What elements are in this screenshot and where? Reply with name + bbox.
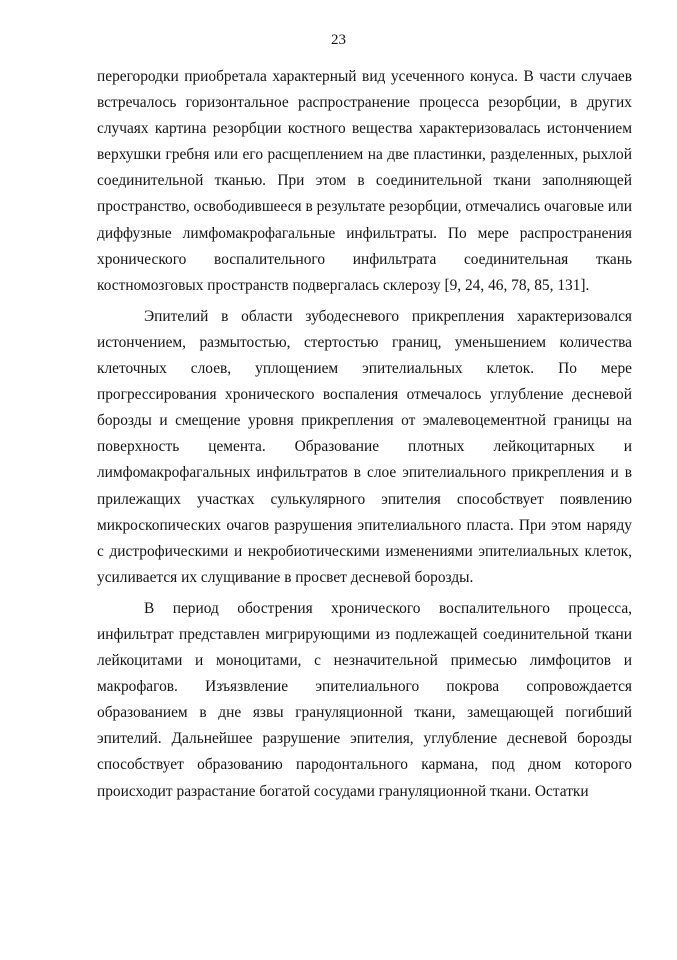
document-body (97, 64, 632, 805)
page-number: 23 (331, 32, 346, 48)
paragraph-3: В период обострения хронического воспалительного процесса, инфильтрат представлен мигрирующими из подлежащей соединительной ткани лейкоцитами и моноцитами, с незначительной примесью лимфоцитов и макрофагов. Изъязвление эпителиального покрова сопровождается образованием в дне язвы грануляционной ткани, замещающей погибший эпителий. Дальнейшее разрушение эпителия, углубление десневой борозды способствует образованию пародонтального кармана, под дном которого происходит разрастание богатой сосудами грануляционной ткани. Остатки (97, 599, 632, 800)
paragraph-2: Эпителий в области зубодесневого прикрепления характеризовался истончением, размытостью, стертостью границ, уменьшением количества клеточных слоев, уплощением эпителиальных клеток. По мере прогрессирования хронического воспаления отмечалось углубление десневой борозды и смещение уровня прикрепления от эмалевоцементной границы на поверхность цемента. Образование плотных лейкоцитарных и лимфомакрофагальных инфильтратов в слое эпителиального прикрепления и в прилежащих участках сулькулярного эпителия способствует появлению микроскопических очагов разрушения эпителиального пласта. При этом наряду с дистрофическими и некробиотическими изменениями эпителиальных клеток, усиливается их слущивание в просвет десневой борозды. (97, 307, 632, 586)
paragraph-1: перегородки приобретала характерный вид усеченного конуса. В части случаев встречалось горизонтальное распространение процесса резорбции, в других случаях картина резорбции костного вещества характеризовалась истончением верхушки гребня или его расщеплением на две пластинки, разделенных, рыхлой соединительной тканью. При этом в соединительной ткани заполняющей пространство, освободившееся в результате резорбции, отмечались очаговые или диффузные лимфомакрофагальные инфильтраты. По мере распространения хронического воспалительного инфильтрата соединительная ткань костномозговых пространств подвергалась склерозу [9, 24, 46, 78, 85, 131]. (97, 68, 632, 294)
